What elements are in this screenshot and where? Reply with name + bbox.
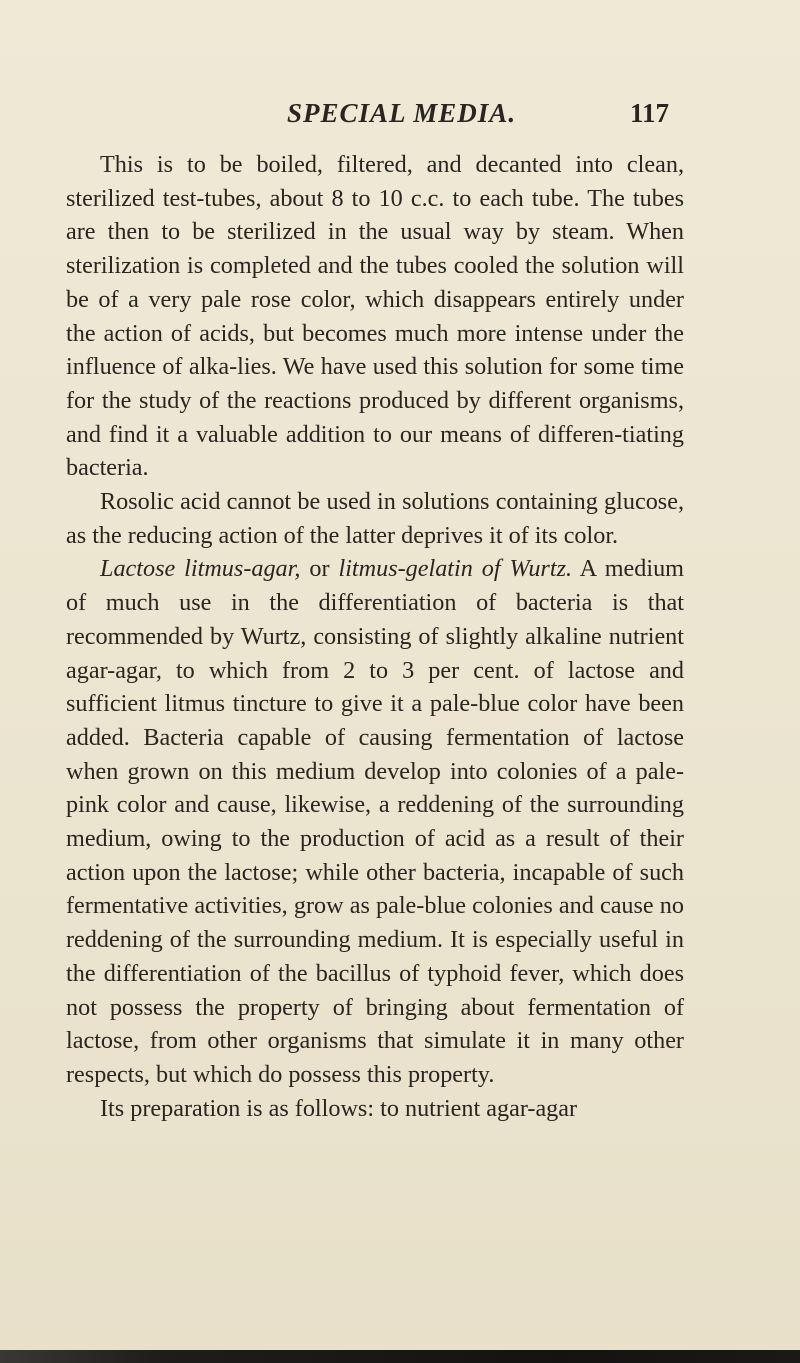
- page-number: 117: [630, 98, 670, 128]
- paragraph-lactose-litmus: [66, 552, 684, 1091]
- lactose-heading: Lactose litmus-agar,: [100, 555, 301, 583]
- running-title: SPECIAL MEDIA.: [287, 98, 517, 128]
- paragraph-rosolic-acid: Rosolic acid cannot be used in solutions containing glucose, as the reducing action of the latter deprives it of its color.: [66, 488, 684, 549]
- lactose-text: A medium of much use in the differentiation of bacteria is that recommended by Wurtz, consisting of slightly alkaline nutrient agar-agar, to which from 2 to 3 per cent. of lactose and sufficient litmus tincture to give it a pale-blue color have been added. Bacteria capable of causing fermentation of lactose when grown on this medium develop into colonies of a pale-pink color and cause, likewise, a reddening of the surrounding medium, owing to the production of acid as a result of their action upon the lactose; while other bacteria, incapable of such fermentative activities, grow as pale-blue colonies and cause no reddening of the surrounding medium. It is especially useful in the differentiation of the bacillus of typhoid fever, which does not possess the property of bringing about fermentation of lactose, from other organisms that simulate it in many other respects, but which do possess this property.: [66, 555, 684, 1088]
- paragraph-sterilization: This is to be boiled, filtered, and decanted into clean, sterilized test-tubes, about 8 to 10 c.c. to each tube. The tubes are then to be sterilized in the usual way by steam. When sterilization is completed and the tubes cooled the solution will be of a very pale rose color, which disappears entirely under the action of acids, but becomes much more intense under the influence of alka-lies. We have used this solution for some time for the study of the reactions produced by different organisms, and find it a valuable addition to our means of differen-tiating bacteria.: [66, 151, 684, 482]
- scan-edge-bar: [0, 1350, 800, 1363]
- lactose-or: or: [300, 555, 339, 583]
- body-text: [66, 148, 684, 1125]
- running-head: [0, 98, 800, 138]
- lactose-heading-2: litmus-gelatin of Wurtz.: [338, 555, 573, 583]
- paragraph-preparation: Its preparation is as follows: to nutrient agar-agar: [100, 1094, 578, 1122]
